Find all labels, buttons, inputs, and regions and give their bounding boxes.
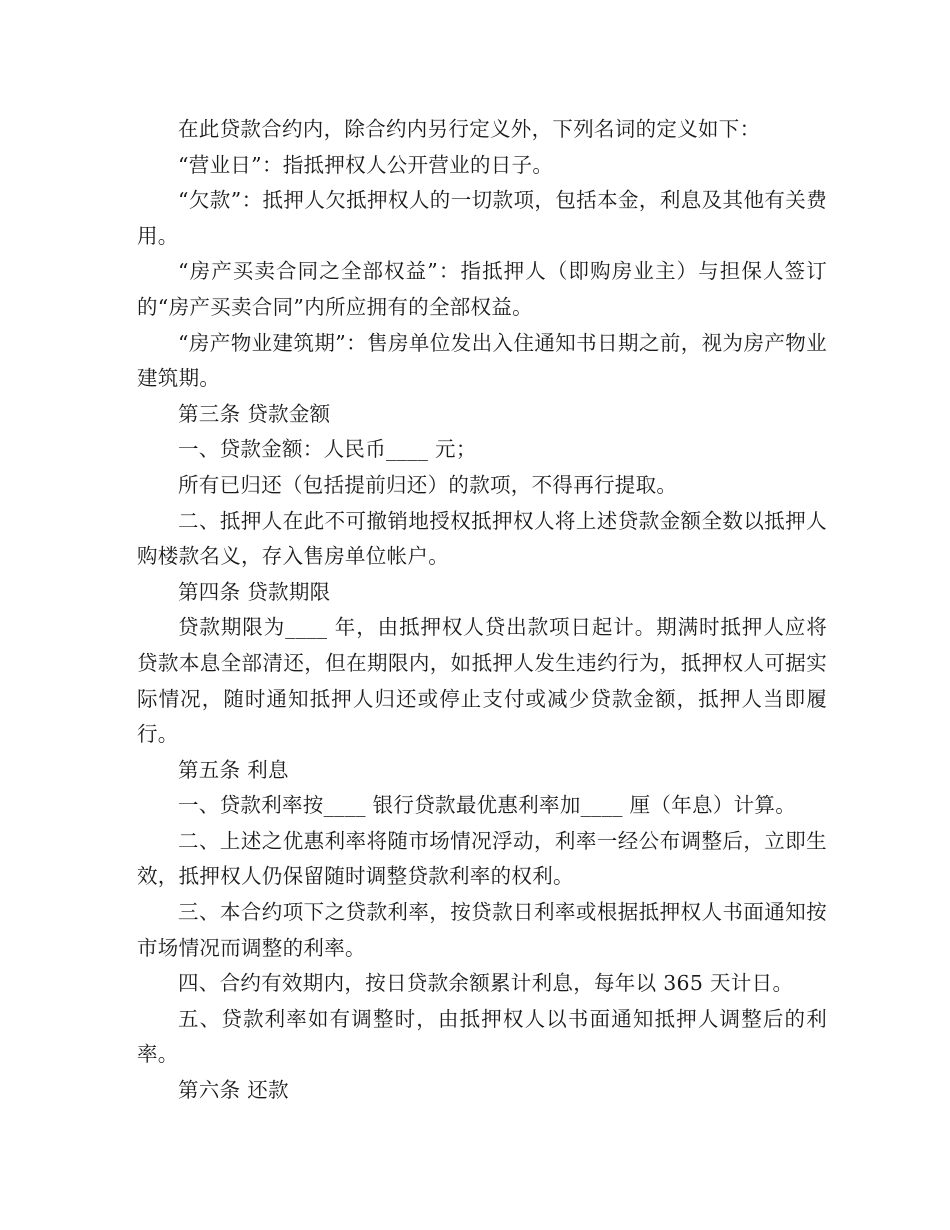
paragraph-repaid-amounts: 所有已归还（包括提前归还）的款项，不得再行提取。 (178, 472, 678, 497)
paragraph-loan-amount: 一、贷款金额：人民币____ 元； (178, 437, 477, 462)
paragraph-interest-calc: 四、合约有效期内，按日贷款余额累计利息，每年以 365 天计日。 (178, 971, 794, 996)
paragraph-contract-rights: “房产买卖合同之全部权益”：指抵押人（即购房业主）与担保人签订的“房产买卖合同”内所应拥有的全部权益。 (137, 259, 827, 319)
paragraph-definitions-intro: 在此贷款合约内，除合约内另行定义外，下列名词的定义如下： (178, 117, 761, 141)
paragraph-rate-float: 二、上述之优惠利率将随市场情况浮动，利率一经公布调整后，立即生效，抵押权人仍保留随时调整贷款利率的权利。 (137, 828, 827, 889)
paragraph-rate-basis: 三、本合约项下之贷款利率，按贷款日利率或根据抵押权人书面通知按市场情况而调整的利率。 (137, 900, 827, 960)
paragraph-loan-term: 贷款期限为____ 年，由抵押权人贷出款项日起计。期满时抵押人应将贷款本息全部清还，但在期限内，如抵押人发生违约行为，抵押权人可据实际情况，随时通知抵押人归还或停止支付或减少贷款金额，抵押人当即履行。 (137, 615, 827, 747)
document-body (137, 112, 827, 1109)
paragraph-authorization: 二、抵押人在此不可撤销地授权抵押权人将上述贷款金额全数以抵押人购楼款名义，存入售房单位帐户。 (137, 508, 827, 569)
article-5-heading: 第五条 利息 (178, 757, 289, 782)
paragraph-business-day: “营业日”：指抵押权人公开营业的日子。 (178, 152, 554, 177)
article-6-heading: 第六条 还款 (178, 1078, 289, 1103)
paragraph-rate-notice: 五、贷款利率如有调整时，由抵押权人以书面通知抵押人调整后的利率。 (137, 1006, 827, 1067)
article-4-heading: 第四条 贷款期限 (178, 579, 331, 604)
paragraph-interest-rate: 一、贷款利率按____ 银行贷款最优惠利率加____ 厘（年息）计算。 (178, 793, 797, 818)
paragraph-debt: “欠款”：抵押人欠抵押权人的一切款项，包括本金，利息及其他有关费用。 (137, 188, 827, 248)
article-3-heading: 第三条 贷款金额 (178, 401, 331, 426)
paragraph-construction-period: “房产物业建筑期”：售房单位发出入住通知书日期之前，视为房产物业建筑期。 (137, 330, 827, 391)
